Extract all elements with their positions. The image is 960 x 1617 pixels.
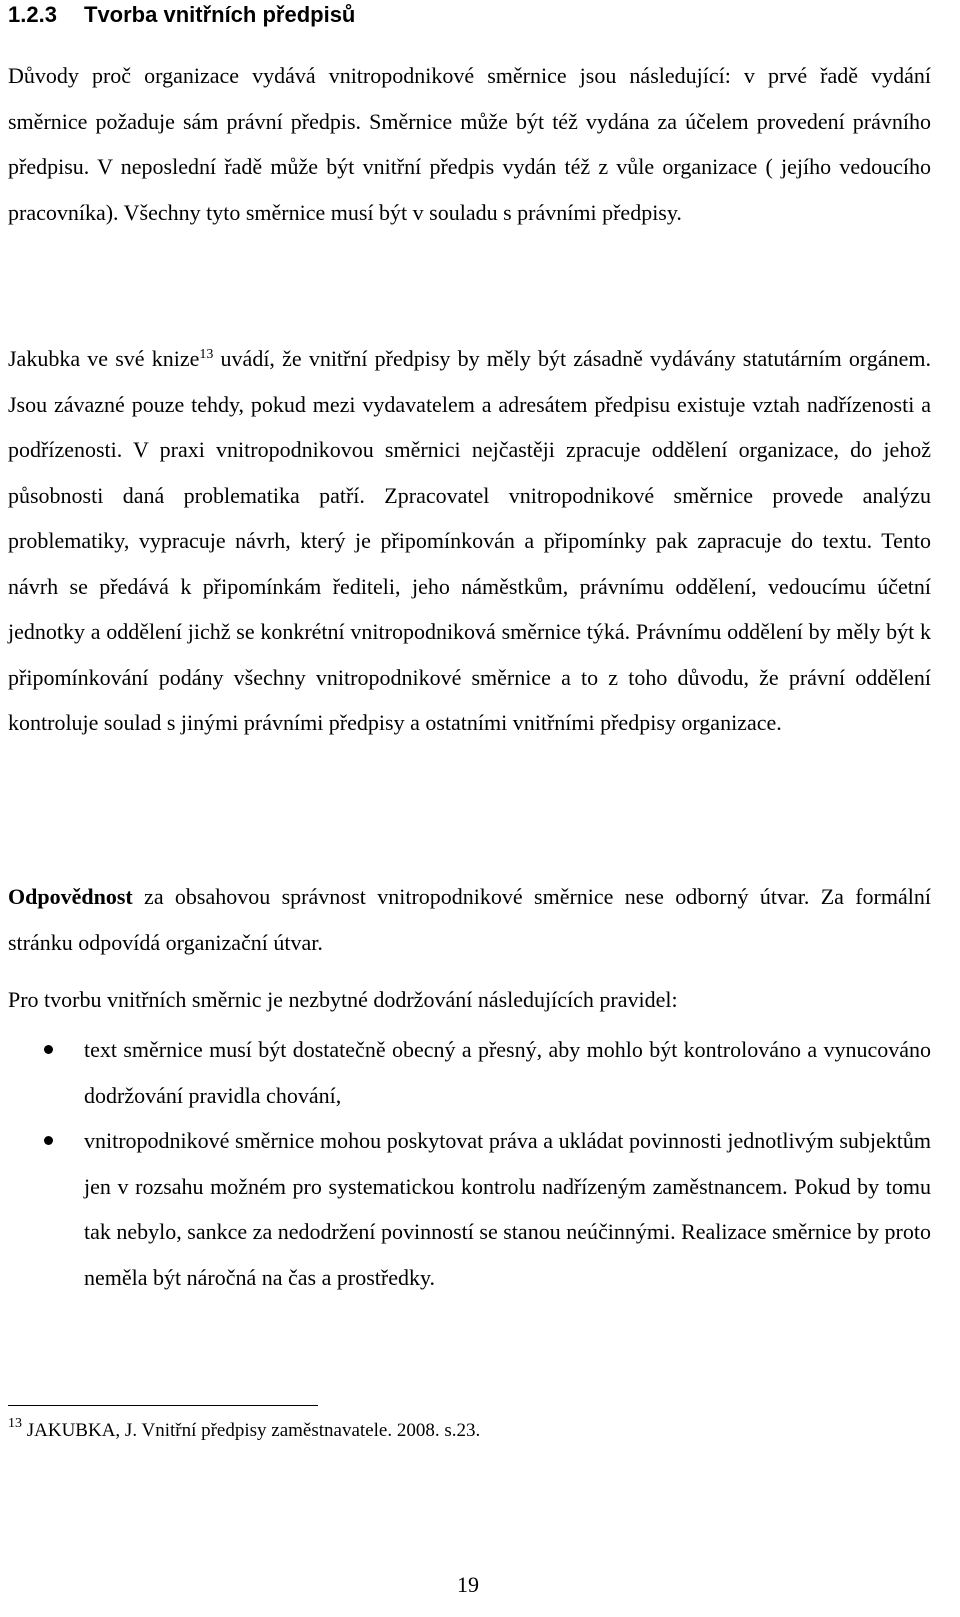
footnote-text: JAKUBKA, J. Vnitřní předpisy zaměstnavatele. 2008. s.23. bbox=[26, 1420, 481, 1441]
footnote bbox=[8, 1418, 480, 1444]
paragraph-responsibility bbox=[8, 874, 931, 965]
paragraph-reasons: Důvody proč organizace vydává vnitropodnikové směrnice jsou následující: v prvé řadě vydání směrnice požaduje sám právní předpis. Směrnice může být též vydána za účelem provedení právního předpisu. V neposlední řadě může být vnitřní předpis vydán též z vůle organizace ( jejího vedoucího pracovníka). Všechny tyto směrnice musí být v souladu s právními předpisy. bbox=[8, 63, 931, 225]
bullet-icon bbox=[44, 1136, 53, 1145]
section-title: Tvorba vnitřních předpisů bbox=[84, 2, 356, 27]
bullet-item-1: text směrnice musí být dostatečně obecný a přesný, aby mohlo být kontrolováno a vynucováno dodržování pravidla chování, bbox=[84, 1037, 931, 1108]
paragraph-rules-intro: Pro tvorbu vnitřních směrnic je nezbytné dodržování následujících pravidel: bbox=[8, 987, 678, 1012]
paragraph-jakubka bbox=[8, 336, 931, 746]
page-number: 19 bbox=[457, 1572, 479, 1597]
footnote-reference: 13 bbox=[199, 347, 214, 362]
footnote-number: 13 bbox=[8, 1416, 22, 1431]
bullet-item-2: vnitropodnikové směrnice mohou poskytovat práva a ukládat povinnosti jednotlivým subjektům jen v rozsahu možném pro systematickou kontrolu nadřízeným zaměstnancem. Pokud by tomu tak nebylo, sankce za nedodržení povinností se stanou neúčinnými. Realizace směrnice by proto neměla být náročná na čas a prostředky. bbox=[84, 1128, 931, 1290]
section-heading bbox=[8, 0, 355, 30]
responsibility-term: Odpovědnost bbox=[8, 884, 133, 909]
footnote-divider bbox=[8, 1405, 318, 1406]
paragraph-jakubka-body: uvádí, že vnitřní předpisy by měly být zásadně vydávány statutárním orgánem. Jsou závazné pouze tehdy, pokud mezi vydavatelem a adresátem předpisu existuje vztah nadřízenosti a podřízenosti. V praxi vnitropodnikovou směrnici nejčastěji zpracuje oddělení organizace, do jehož působnosti daná problematika patří. Zpracovatel vnitropodnikové směrnice provede analýzu problematiky, vypracuje návrh, který je připomínkován a připomínky pak zapracuje do textu. Tento návrh se předává k připomínkám řediteli, jeho náměstkům, právnímu oddělení, vedoucímu účetní jednotky a oddělení jichž se konkrétní vnitropodniková směrnice týká. Právnímu oddělení by měly být k připomínkování podány všechny vnitropodnikové směrnice a to z toho důvodu, že právní oddělení kontroluje soulad s jinými právními předpisy a ostatními vnitřními předpisy organizace. bbox=[8, 346, 931, 735]
bullet-icon bbox=[44, 1045, 53, 1054]
section-number: 1.2.3 bbox=[8, 2, 57, 27]
responsibility-text: za obsahovou správnost vnitropodnikové směrnice nese odborný útvar. Za formální stránku odpovídá organizační útvar. bbox=[8, 884, 931, 955]
paragraph-jakubka-lead: Jakubka ve své knize bbox=[8, 346, 200, 371]
